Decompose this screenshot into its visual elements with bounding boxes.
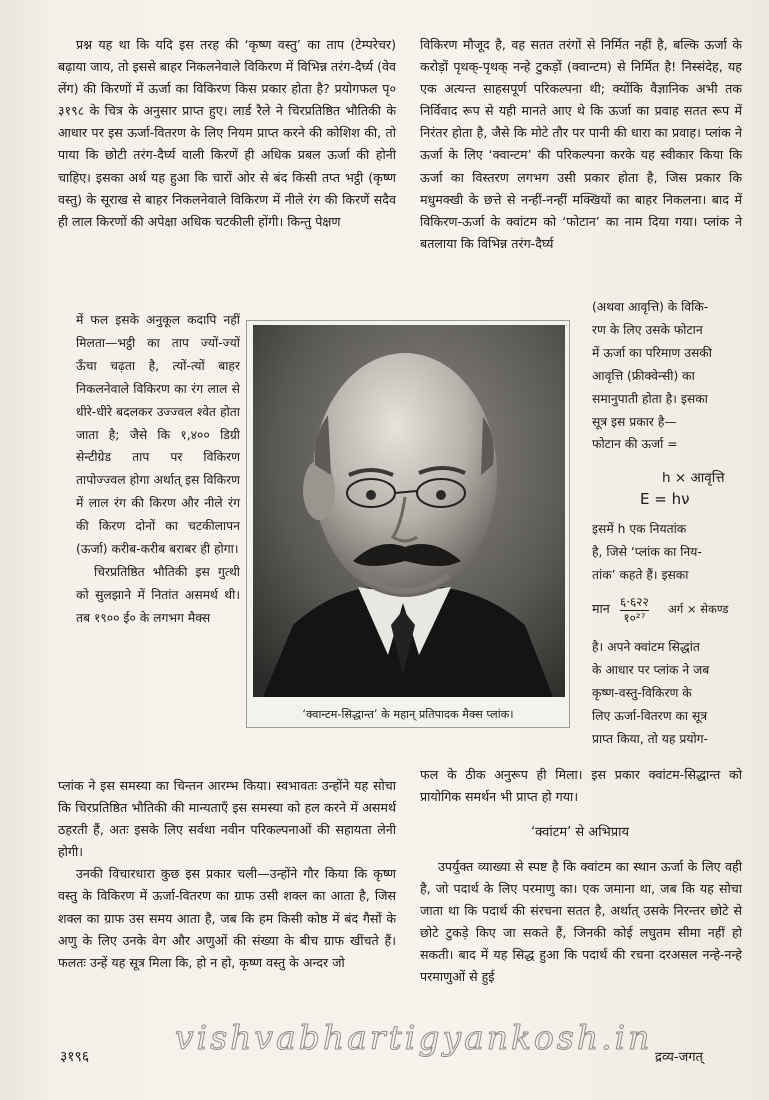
paragraph: चिरप्रतिष्ठित भौतिकी इस गुत्थी को सुलझाने में नितांत असमर्थ थी। तब १९०० ई० के लगभग मैक्स bbox=[76, 564, 240, 625]
text-line: के आधार पर प्लांक ने जब bbox=[592, 662, 710, 677]
paragraph: उनकी विचारधारा कुछ इस प्रकार चली—उन्होंने गौर किया कि कृष्ण वस्तु के विकिरण में ऊर्जा-वितरण का ग्राफ उसी शक्ल का आता है, जिस शक्ल का ग्राफ उस समय आता है, जब कि हम किसी कोष्ठ में बंद गैसों के अणु के लिए उनके वेग और अणुओं की संख्या के बीच ग्राफ खींचते हैं। फलतः उन्हें यह सूत्र मिला कि, हो न हो, कृष्ण वस्तु के अन्दर जो bbox=[58, 866, 396, 970]
right-lower-column bbox=[592, 636, 744, 751]
text-line: रण के लिए उसके फोटान bbox=[592, 322, 703, 337]
text-line: तांक’ कहते हैं। इसका bbox=[592, 567, 689, 582]
fraction-denominator: १०²⁷ bbox=[623, 611, 646, 625]
paragraph: फल के ठीक अनुरूप ही मिला। इस प्रकार क्वांटम-सिद्धान्त को प्रायोगिक समर्थन भी प्राप्त हो गया। bbox=[420, 767, 742, 805]
paragraph: में फल इसके अनुकूल कदापि नहीं मिलता—भट्ठी का ताप ज्यों-ज्यों ऊँचा चढ़ता है, त्यों-त्यों बाहर निकलनेवाले विकिरण का रंग लाल से धीरे-धीरे बदलकर उज्ज्वल श्वेत होता जाता है; जैसे कि १,४०० डिग्री सेन्टीग्रेड ताप पर विकिरण तापोज्ज्वल होगा अर्थात् इस विकिरण में लाल रंग की किरण और नीले रंग की किरण दोनों का चटकीलापन (ऊर्जा) करीब-करीब बराबर ही होगा। bbox=[76, 313, 240, 557]
right-top-column bbox=[420, 34, 742, 255]
right-after-formula bbox=[592, 518, 744, 587]
page-number: ३१९६ bbox=[60, 1049, 90, 1065]
text-line: प्राप्त किया, तो यह प्रयोग- bbox=[592, 731, 708, 746]
text-line: सूत्र इस प्रकार है— bbox=[592, 414, 677, 429]
text-line: लिए ऊर्जा-वितरण का सूत्र bbox=[592, 708, 708, 723]
constant-fraction bbox=[620, 595, 649, 626]
text-line: इसमें h एक नियतांक bbox=[592, 522, 687, 536]
paragraph: विकिरण मौजूद है, वह सतत तरंगों से निर्मित नहीं है, बल्कि ऊर्जा के करोड़ों पृथक्-पृथक् नन्हे टुकड़ों (क्वान्टम) से निर्मित है! निस्संदेह, यह एक अत्यन्त साहसपूर्ण परिकल्पना थी; क्योंकि वैज्ञानिक अभी तक निर्विवाद रूप से यही मानते आए थे कि ऊर्जा का प्रवाह सतत रूप में निरंतर होता है, जैसे कि मोटे तौर पर पानी की धारा का प्रवाह। प्लांक ने ऊर्जा के लिए ‘क्वान्टम’ की परिकल्पना करके यह स्वीकार किया कि ऊर्जा का विस्तरण लगभग उसी प्रकार होता है, जिस प्रकार कि मधुमक्खी के छत्ते से नन्हीं-नन्हीं मक्खियों का बाहर निकलना। बाद में विकिरण-ऊर्जा के क्वांटम को ‘फोटान’ का नाम दिया गया। प्लांक ने बतलाया कि विभिन्न तरंग-दैर्घ्य bbox=[420, 37, 742, 251]
text-line: (अथवा आवृत्ति) के विकि- bbox=[592, 300, 709, 314]
left-bottom-column bbox=[58, 775, 396, 974]
right-narrow-column bbox=[592, 296, 744, 456]
paragraph: प्रश्न यह था कि यदि इस तरह की ‘कृष्ण वस्तु’ का ताप (टेम्परेचर) बढ़ाया जाय, तो इससे बाहर निकलनेवाले विकिरण में विभिन्न तरंग-दैर्घ्य (वेव लेंग) की किरणों में ऊर्जा का विकिरण किस प्रकार होता है? प्रयोगफल पृ० ३१९८ के चित्र के अनुसार प्राप्त हुए। लार्ड रैले ने चिरप्रतिष्ठित भौतिकी के आधार पर इस ऊर्जा-वितरण के लिए नियम प्राप्त करने की कोशिश की, तो पाया कि छोटी तरंग-दैर्घ्य वाली किरणें ही अधिक प्रबल ऊर्जा की होनी चाहिए। इसका अर्थ यह हुआ कि चारों ओर से बंद किसी तप्त भट्ठी (कृष्ण वस्तु) के सूराख से बाहर निकलनेवाले विकिरण में नीले रंग की किरणें सदैव ही लाल किरणों की अपेक्षा अधिक चटकीली होंगी। किन्तु पेक्षण bbox=[58, 37, 396, 229]
running-footer: द्रव्य-जगत् bbox=[655, 1050, 703, 1065]
text-line: कृष्ण-वस्तु-विकिरण के bbox=[592, 685, 692, 700]
text-line: में ऊर्जा का परिमाण उसकी bbox=[592, 345, 712, 360]
left-narrow-column bbox=[76, 309, 240, 630]
left-top-column bbox=[58, 34, 396, 233]
paragraph: प्लांक ने इस समस्या का चिन्तन आरम्भ किया। स्वभावतः उन्होंने यह सोचा कि चिरप्रतिष्ठित भौतिकी की मान्यताएँ इस समस्या को हल करने में असमर्थ ठहरती हैं, अतः इसके लिए सर्वथा नवीन परिकल्पनाओं की सहायता लेनी होगी। bbox=[58, 778, 396, 860]
watermark-text: vishvabhartigyankosh.in bbox=[175, 1018, 653, 1057]
text-line: है। अपने क्वांटम सिद्धांत bbox=[592, 640, 700, 654]
portrait-image bbox=[253, 325, 565, 697]
constant-prefix: मान bbox=[592, 601, 610, 616]
photo-caption: ‘क्वान्टम-सिद्धान्त’ के महान् प्रतिपादक मैक्स प्लांक। bbox=[302, 708, 514, 721]
portrait-photo bbox=[246, 320, 570, 728]
formula-line-2: E = hν bbox=[640, 490, 690, 508]
text-line: समानुपाती होता है। इसका bbox=[592, 391, 708, 406]
constant-unit: अर्ग × सेकण्ड bbox=[668, 602, 729, 616]
text-line: है, जिसे ‘प्लांक का निय- bbox=[592, 544, 702, 559]
right-continuation bbox=[420, 764, 742, 808]
text-line: फोटान की ऊर्जा = bbox=[592, 437, 678, 452]
fraction-numerator: ६·६२२ bbox=[620, 595, 649, 609]
text-line: आवृत्ति (फ्रीक्वेन्सी) का bbox=[592, 368, 695, 383]
paragraph: उपर्युक्त व्याख्या से स्पष्ट है कि क्वांटम का स्थान ऊर्जा के लिए वही है, जो पदार्थ के लिए परमाणु का। एक जमाना था, जब कि यह सोचा जाता था कि पदार्थ की संरचना सतत है, अर्थात् उसके निरन्तर छोटे से छोटे टुकड़े किए जा सकते हैं, जिनकी कोई लघुतम सीमा नहीं हो सकती। बाद में यह सिद्ध हुआ कि पदार्थ की रचना दरअसल नन्हे-नन्हे परमाणुओं से हुई bbox=[420, 859, 742, 985]
formula-line-1: h × आवृत्ति bbox=[662, 470, 725, 486]
section-heading: ‘क्वांटम’ से अभिप्राय bbox=[530, 825, 630, 840]
section-body bbox=[420, 856, 742, 989]
